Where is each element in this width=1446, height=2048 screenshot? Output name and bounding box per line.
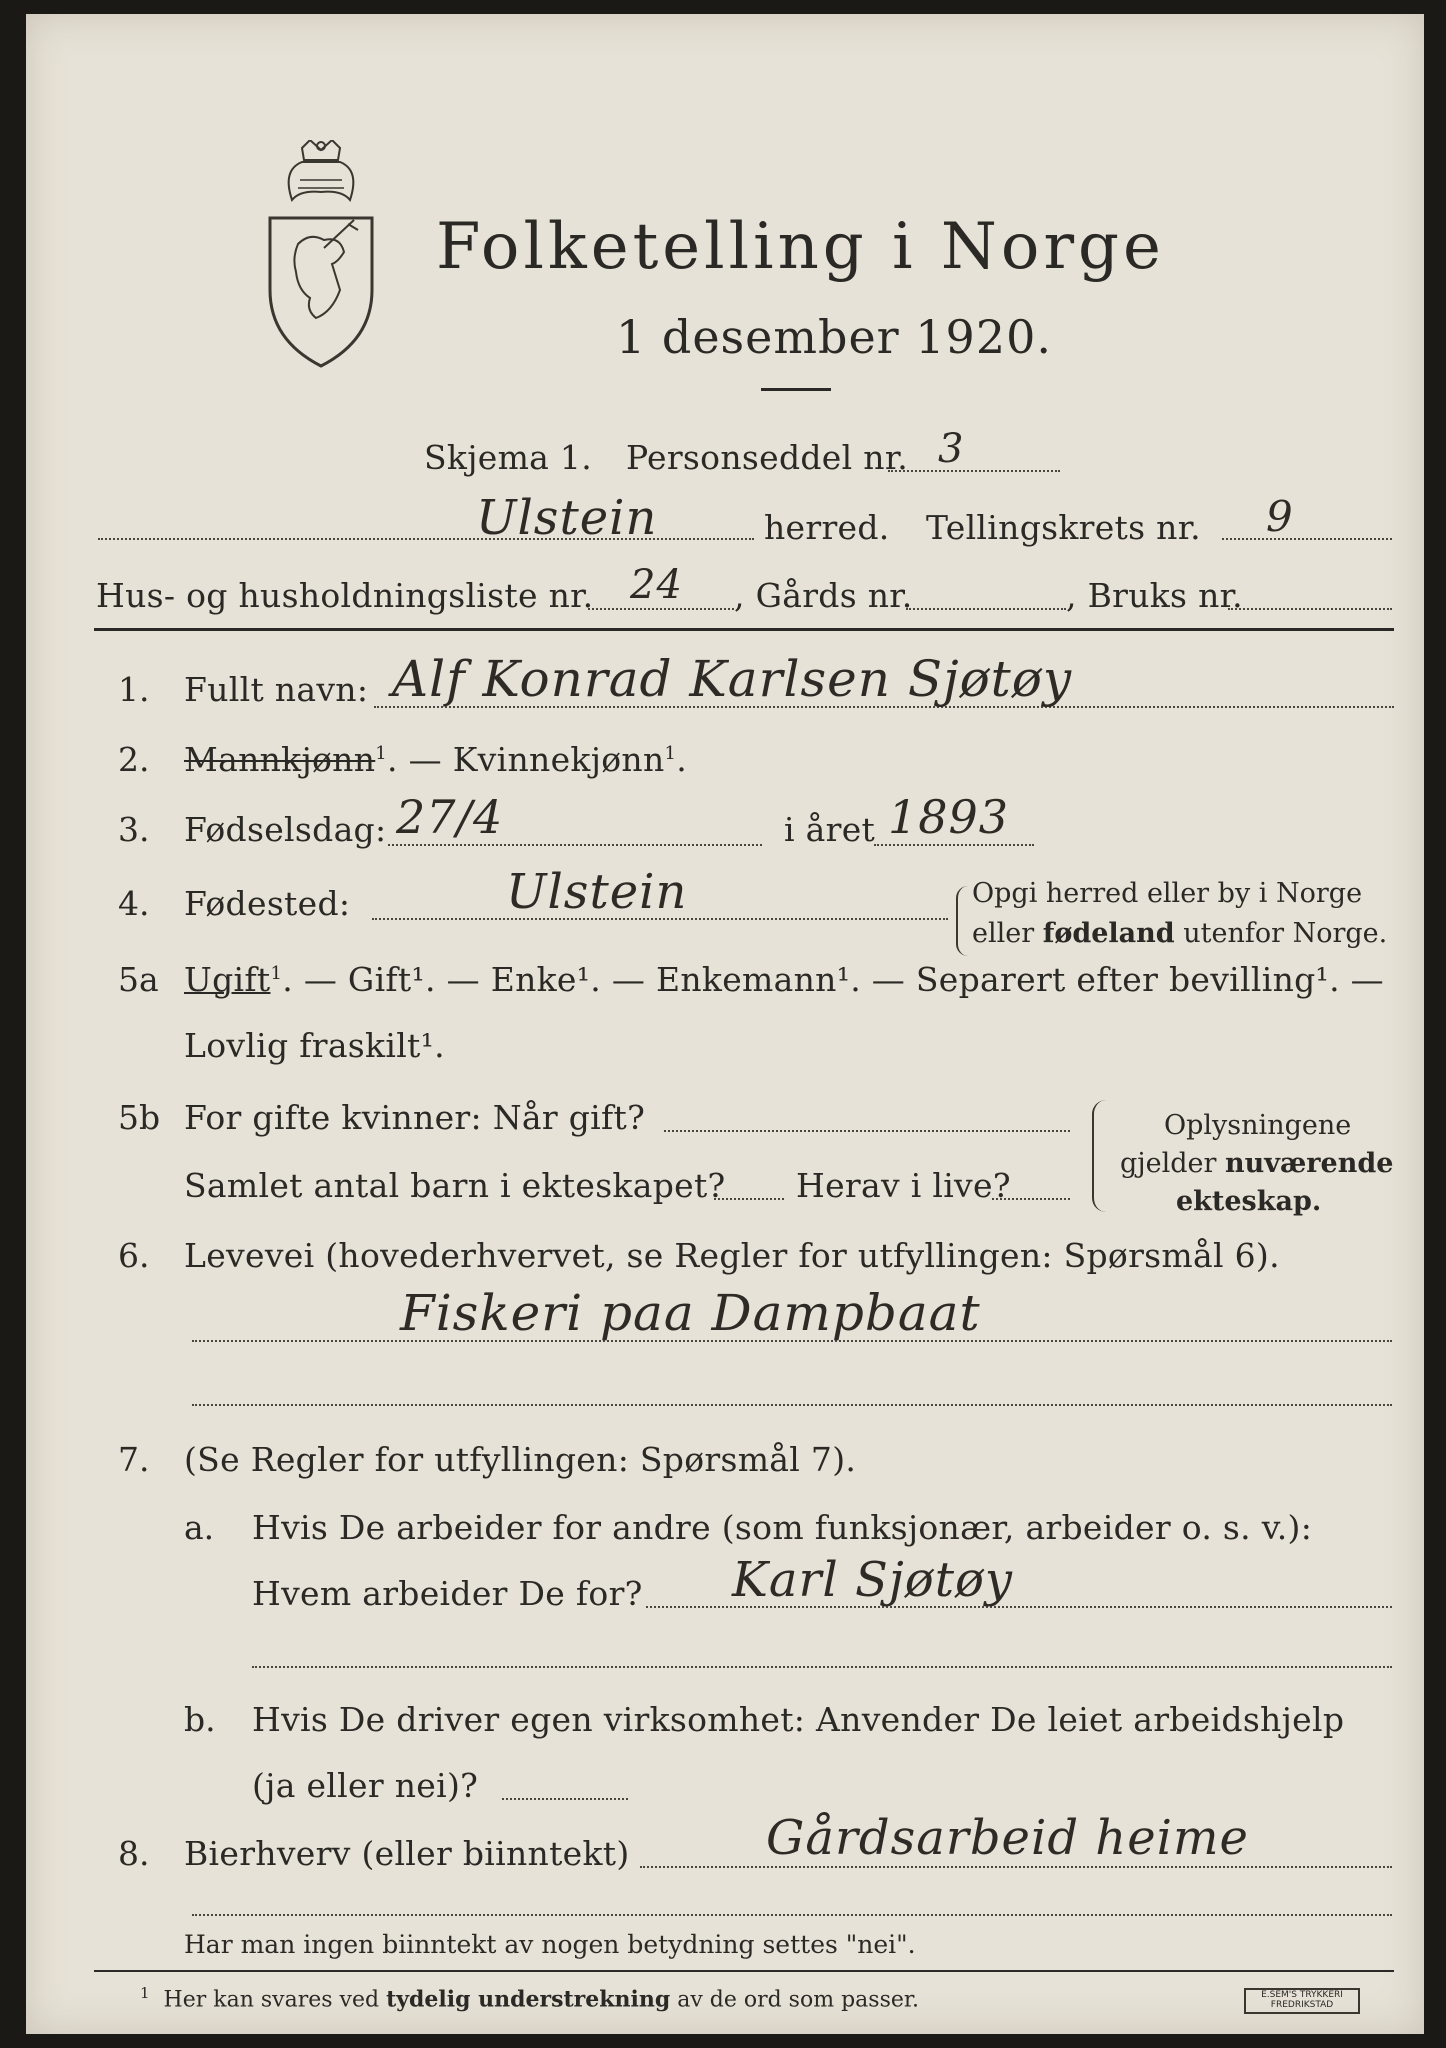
q8-line (640, 1866, 1392, 1868)
q5a-line-2: Lovlig fraskilt¹. (184, 1026, 445, 1065)
personseddel-line (888, 470, 1060, 472)
q4-brace (956, 886, 968, 956)
q5b-live-line (992, 1198, 1070, 1200)
q6-number: 6. (118, 1236, 150, 1275)
gards-line (906, 608, 1066, 610)
q5b-note-2: gjelder nuværende (1120, 1148, 1394, 1179)
title-divider (761, 388, 831, 391)
printer-stamp: E.SEM'S TRYKKERI FREDRIKSTAD (1244, 1988, 1360, 2014)
q7b-text: Hvis De driver egen virksomhet: Anvender De leiet arbeidshjelp (252, 1700, 1345, 1739)
footnote-divider (94, 1970, 1394, 1972)
form-title: Folketelling i Norge (436, 210, 1165, 284)
q2-female: . — Kvinnekjønn (387, 740, 665, 779)
q7a-value: Karl Sjøtøy (732, 1552, 1013, 1608)
q7a-letter: a. (184, 1508, 215, 1547)
hus-line (588, 608, 734, 610)
q5b-label-2: Samlet antal barn i ekteskapet? (184, 1166, 726, 1205)
tellingskrets-line (1222, 538, 1392, 540)
q1-value: Alf Konrad Karlsen Sjøtøy (392, 650, 1073, 708)
bruks-line (1228, 608, 1392, 610)
q3-line (388, 844, 762, 846)
q3-number: 3. (118, 810, 150, 849)
q2-gender (184, 740, 687, 779)
herred-value: Ulstein (476, 490, 658, 546)
form-date: 1 desember 1920. (616, 310, 1052, 364)
q8-line-2 (192, 1914, 1392, 1916)
q7b-line (502, 1798, 628, 1800)
q5b-gift-line (664, 1130, 1070, 1132)
personseddel-label: Personseddel nr. (626, 438, 909, 477)
q5b-number: 5b (118, 1098, 161, 1137)
q4-note-2: eller fødeland utenfor Norge. (972, 918, 1388, 949)
q8-number: 8. (118, 1834, 150, 1873)
q7b-question: (ja eller nei)? (252, 1766, 479, 1805)
census-form-sheet (26, 14, 1424, 2034)
q7a-text: Hvis De arbeider for andre (som funksjonær, arbeider o. s. v.): (252, 1508, 1313, 1547)
q7b-letter: b. (184, 1700, 216, 1739)
q7-number: 7. (118, 1440, 150, 1479)
q3-year-line (874, 844, 1034, 846)
q2-sup1: 1 (375, 743, 388, 764)
header-divider (94, 628, 1394, 631)
q5a-ugift: Ugift (184, 960, 271, 999)
q1-label: Fullt navn: (184, 670, 369, 709)
q4-label: Fødested: (184, 884, 351, 923)
gards-label: , Gårds nr. (734, 576, 913, 615)
q5b-note-1: Oplysningene (1164, 1110, 1352, 1141)
q3-value: 27/4 (396, 790, 504, 844)
q2-end: . (676, 740, 688, 779)
footnote: $^1$ Her kan svares ved tydelig understrekning av de ord som passer. (140, 1984, 919, 2013)
nei-note: Har man ingen biinntekt av nogen betydning settes "nei". (184, 1930, 916, 1959)
q2-male: Mannkjønn (184, 740, 376, 779)
personseddel-value: 3 (938, 426, 965, 472)
q6-line-2 (192, 1404, 1392, 1406)
q8-value: Gårdsarbeid heime (766, 1810, 1249, 1866)
skjema-label: Skjema 1. (424, 438, 593, 477)
q7a-question: Hvem arbeider De for? (252, 1574, 643, 1613)
q2-sup2: 1 (664, 743, 677, 764)
q5b-label-3: Herav i live? (796, 1166, 1011, 1205)
q4-value: Ulstein (506, 864, 688, 920)
q5b-label-1: For gifte kvinner: Når gift? (184, 1098, 646, 1137)
q1-number: 1. (118, 670, 150, 709)
hus-label: Hus- og husholdningsliste nr. (96, 576, 594, 615)
coat-of-arms-icon (262, 140, 380, 370)
herred-label: herred. (764, 508, 890, 547)
q5b-note-3: ekteskap. (1176, 1186, 1322, 1217)
q3-label: Fødselsdag: (184, 810, 387, 849)
q7-label: (Se Regler for utfyllingen: Spørsmål 7). (184, 1440, 857, 1479)
q5a-number: 5a (118, 960, 159, 999)
bruks-label: , Bruks nr. (1066, 576, 1243, 615)
hus-value: 24 (630, 562, 683, 608)
q8-label: Bierhverv (eller biinntekt) (184, 1834, 630, 1873)
tellingskrets-value: 9 (1266, 492, 1294, 541)
q5a-options: Ugift$^1$. — Gift¹. — Enke¹. — Enkemann¹. — Separert efter bevilling¹. — (184, 960, 1384, 999)
q4-note-1: Opgi herred eller by i Norge (972, 878, 1363, 909)
tellingskrets-label: Tellingskrets nr. (926, 508, 1201, 547)
q7a-line-2 (252, 1666, 1392, 1668)
q6-value: Fiskeri paa Dampbaat (400, 1284, 981, 1342)
q5b-barn-line (714, 1198, 784, 1200)
q6-label: Levevei (hovederhvervet, se Regler for utfyllingen: Spørsmål 6). (184, 1236, 1280, 1275)
q4-number: 4. (118, 884, 150, 923)
q3-year-label: i året (784, 810, 876, 849)
q5b-brace (1092, 1100, 1106, 1212)
q2-number: 2. (118, 740, 150, 779)
q3-year-value: 1893 (888, 790, 1010, 844)
